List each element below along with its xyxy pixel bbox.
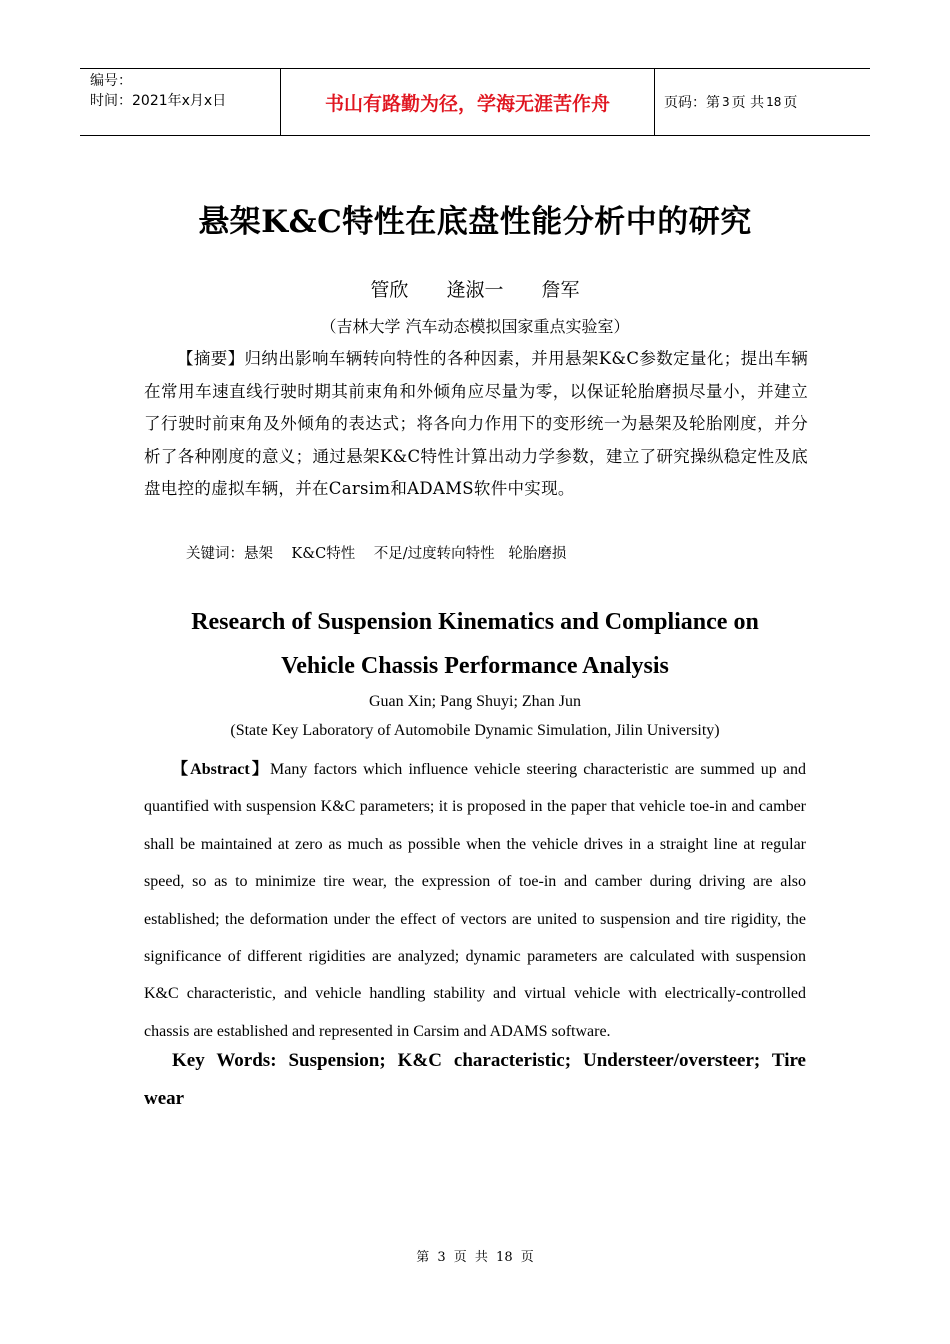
author-cn: 逄淑一: [446, 279, 504, 301]
authors-en: Guan Xin; Pang Shuyi; Zhan Jun: [369, 693, 581, 710]
page-prefix: 页码：第: [664, 95, 720, 111]
author-cn: 管欣: [370, 279, 409, 301]
page-mid: 页 共: [731, 95, 765, 111]
title-en-line: Vehicle Chassis Performance Analysis: [281, 653, 669, 679]
abstract-cn: 【摘要】归纳出影响车辆转向特性的各种因素，并用悬架K&C参数定量化；提出车辆在常用车速直线行驶时期其前束角和外倾角应尽量为零，以保证轮胎磨损尽量小，并建立了行驶时前束角及外倾角的表达式；将各向力作用下的变形统一为悬架及轮胎刚度，并分析了各种刚度的意义；通过悬架K&C特性计算出动力学参数，建立了研究操纵稳定性及底盘电控的虚拟车辆，并在Carsim和ADAMS软件中实现。: [144, 349, 808, 498]
document-number-label: 编号：: [90, 73, 132, 89]
page-total: 18: [766, 95, 782, 109]
title-en-line: Research of Suspension Kinematics and Compliance on: [191, 609, 759, 635]
author-cn: 詹军: [541, 279, 580, 301]
affiliation-cn: （吉林大学 汽车动态模拟国家重点实验室）: [320, 317, 630, 336]
abstract-en-label: 【Abstract】: [172, 761, 271, 778]
paper-title-cn: 悬架K&C特性在底盘性能分析中的研究: [198, 204, 752, 240]
header-motto: 书山有路勤为径，学海无涯苦作舟: [281, 69, 655, 135]
page-suffix: 页: [783, 95, 798, 111]
keywords-cn: 关键词：悬架 K&C特性 不足/过度转向特性 轮胎磨损: [186, 546, 567, 562]
keywords-en: Key Words: Suspension; K&C characteristic; Understeer/oversteer; Tire wear: [144, 1050, 806, 1109]
header-page-number: [655, 69, 870, 135]
header-meta: [80, 69, 281, 135]
page-footer: 第 3 页 共 18 页: [416, 1250, 534, 1265]
paper-title-en: [0, 600, 950, 688]
page-current: 3: [722, 95, 730, 109]
abstract-en-text: Many factors which influence vehicle steering characteristic are summed up and quantified with suspension K&C parameters; it is proposed in the paper that vehicle toe-in and camber shall be maintained at zero as much as possible when the vehicle drives in a straight line at regular speed, so as to minimize tire wear, the expression of toe-in and camber during driving are also established; the deformation under the effect of vectors are united to suspension and tire rigidity, the significance of different rigidities are analyzed; dynamic parameters are calculated with suspension K&C characteristic, and vehicle handling stability and virtual vehicle with electrically-controlled chassis are established and represented in Carsim and ADAMS software.: [144, 761, 807, 1040]
authors-cn: [0, 275, 950, 302]
abstract-en: [144, 751, 806, 1050]
page-header: [80, 68, 870, 136]
affiliation-en: (State Key Laboratory of Automobile Dynamic Simulation, Jilin University): [230, 722, 720, 739]
document-time: 时间：2021年x月x日: [90, 93, 227, 109]
